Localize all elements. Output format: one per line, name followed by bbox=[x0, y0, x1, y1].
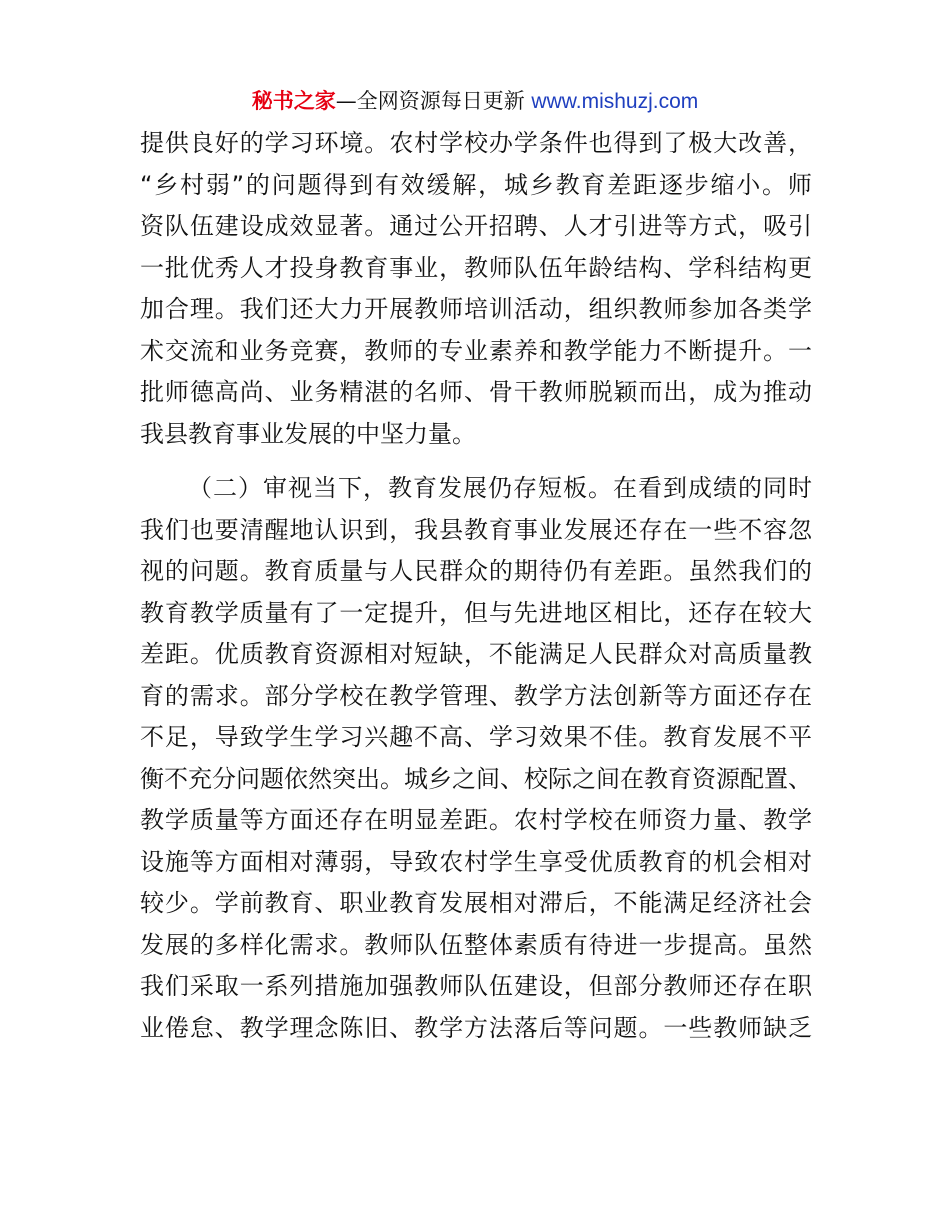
text-line: 我县教育事业发展的中坚力量。 bbox=[140, 419, 476, 448]
text-line: 业倦怠、教学理念陈旧、教学方法落后等问题。一些教师缺乏 bbox=[140, 1013, 813, 1042]
header-tagline: —全网资源每日更新 bbox=[335, 89, 525, 113]
paragraph-2 bbox=[140, 468, 812, 1049]
text-line: 教育教学质量有了一定提升，但与先进地区相比，还存在较大 bbox=[140, 598, 813, 627]
text-line: 批师德高尚、业务精湛的名师、骨干教师脱颖而出，成为推动 bbox=[140, 378, 813, 406]
text-line: 发展的多样化需求。教师队伍整体素质有待进一步提高。虽然 bbox=[140, 930, 813, 959]
document-body bbox=[140, 123, 812, 1049]
text-line: 提供良好的学习环境。农村学校办学条件也得到了极大改善， bbox=[140, 129, 813, 157]
text-line: 较少。学前教育、职业教育发展相对滞后，不能满足经济社会 bbox=[140, 889, 813, 917]
header-url[interactable]: www.mishuzj.com bbox=[531, 90, 699, 113]
text-line: 设施等方面相对薄弱，导致农村学生享受优质教育的机会相对 bbox=[140, 847, 813, 876]
text-line: 我们采取一系列措施加强教师队伍建设，但部分教师还存在职 bbox=[140, 972, 813, 1000]
text-line: “乡村弱”的问题得到有效缓解，城乡教育差距逐步缩小。师 bbox=[140, 170, 814, 199]
text-line: 加合理。我们还大力开展教师培训活动，组织教师参加各类学 bbox=[140, 295, 813, 323]
text-line: 不足，导致学生学习兴趣不高、学习效果不佳。教育发展不平 bbox=[140, 723, 813, 751]
text-line: 教学质量等方面还存在明显差距。农村学校在师资力量、教学 bbox=[140, 806, 813, 834]
paragraph-1 bbox=[140, 123, 812, 455]
text-line: 我们也要清醒地认识到，我县教育事业发展还存在一些不容忽 bbox=[140, 515, 813, 544]
text-line: 衡不充分问题依然突出。城乡之间、校际之间在教育资源配置、 bbox=[140, 764, 812, 793]
brand-name: 秘书之家 bbox=[251, 89, 336, 113]
text-line: （二）审视当下，教育发展仍存短板。在看到成绩的同时 bbox=[188, 474, 813, 502]
text-line: 一批优秀人才投身教育事业，教师队伍年龄结构、学科结构更 bbox=[140, 253, 813, 282]
text-line: 视的问题。教育质量与人民群众的期待仍有差距。虽然我们的 bbox=[140, 557, 813, 585]
text-line: 育的需求。部分学校在教学管理、教学方法创新等方面还存在 bbox=[140, 681, 813, 710]
text-line: 资队伍建设成效显著。通过公开招聘、人才引进等方式，吸引 bbox=[140, 212, 813, 240]
text-line: 术交流和业务竞赛，教师的专业素养和教学能力不断提升。一 bbox=[140, 336, 813, 365]
page-header bbox=[0, 86, 950, 117]
text-line: 差距。优质教育资源相对短缺，不能满足人民群众对高质量教 bbox=[140, 640, 813, 668]
